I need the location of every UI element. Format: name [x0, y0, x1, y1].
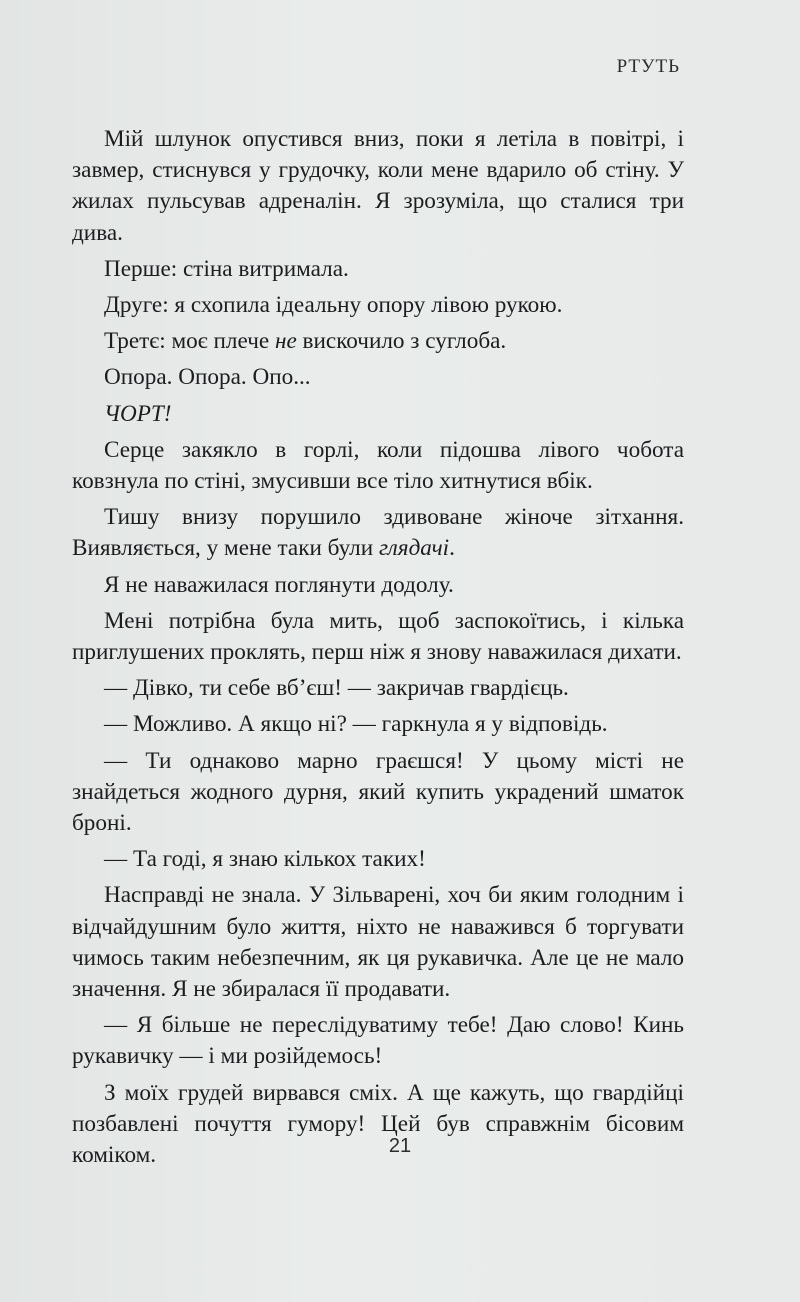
page-number: 21: [388, 1135, 412, 1157]
text-run: Третє: моє плече: [104, 328, 275, 355]
italic-run: ЧОРТ!: [104, 400, 172, 427]
text-run: Мій шлунок опустився вниз, поки я летіла в повітрі, і завмер, стиснувся у грудочку, коли мене вдарило об стіну. У жилах пульсував адреналін. Я зрозуміла, що сталися три дива.: [72, 126, 684, 246]
paragraph: [72, 570, 684, 601]
paragraph: [72, 326, 684, 357]
body-text: [72, 124, 684, 1171]
paragraph: [72, 254, 684, 285]
text-run: З моїх грудей вирвався сміх. А ще кажуть, що гвардійці позбавлені почуття гумору! Цей був справжнім бісовим коміком.: [72, 1079, 684, 1169]
paragraph: [72, 399, 684, 430]
text-run: — Можливо. А якщо ні? — гаркнула я у відповідь.: [104, 711, 608, 738]
paragraph: [72, 746, 684, 840]
paragraph: [72, 502, 684, 564]
paragraph: [72, 673, 684, 704]
running-head: РТУТЬ: [616, 56, 680, 77]
text-run: Я не наважилася поглянути додолу.: [104, 571, 454, 598]
text-run: — Дівко, ти себе вб’єш! — закричав гвардієць.: [104, 675, 569, 702]
text-run: Насправді не знала. У Зільварені, хоч би яким голодним і відчайдушним було життя, ніхто не наважився б торгувати чимось таким небезпечним, як ця рукавичка. Але це не мало значення. Я не збиралася її продавати.: [72, 882, 684, 1003]
text-run: — Я більше не переслідуватиму тебе! Даю слово! Кинь рукавичку — і ми розійдемось!: [72, 1012, 684, 1070]
paragraph: [72, 844, 684, 875]
text-run: Тишу внизу порушило здивоване жіноче зітхання. Виявляється, у мене таки були: [72, 504, 684, 562]
text-run: Серце закякло в горлі, коли підошва лівого чобота ковзнула по стіні, змусивши все тіло хитнутися вбік.: [72, 436, 684, 495]
paragraph: [72, 124, 684, 249]
text-run: вискочило з суглоба.: [296, 328, 507, 355]
paragraph: [72, 362, 684, 393]
paragraph: [72, 1010, 684, 1072]
text-run: — Та годі, я знаю кількох таких!: [104, 846, 426, 873]
paragraph: [72, 880, 684, 1005]
text-run: Опора. Опора. Опо...: [104, 364, 311, 391]
text-run: Перше: стіна витримала.: [104, 255, 349, 282]
paragraph: [72, 435, 684, 497]
paragraph: [72, 290, 684, 321]
text-run: Друге: я схопила ідеальну опору лівою рукою.: [104, 292, 563, 319]
paragraph: [72, 709, 684, 740]
paragraph: [72, 606, 684, 668]
text-run: .: [449, 535, 455, 562]
text-run: Мені потрібна була мить, щоб заспокоїтись, і кілька приглушених проклять, перш ніж я знову наважилася дихати.: [72, 607, 684, 666]
italic-run: не: [274, 328, 297, 355]
italic-run: глядачі: [378, 535, 450, 562]
text-run: — Ти однаково марно граєшся! У цьому місті не знайдеться жодного дурня, який купить украдений шматок броні.: [72, 747, 684, 837]
